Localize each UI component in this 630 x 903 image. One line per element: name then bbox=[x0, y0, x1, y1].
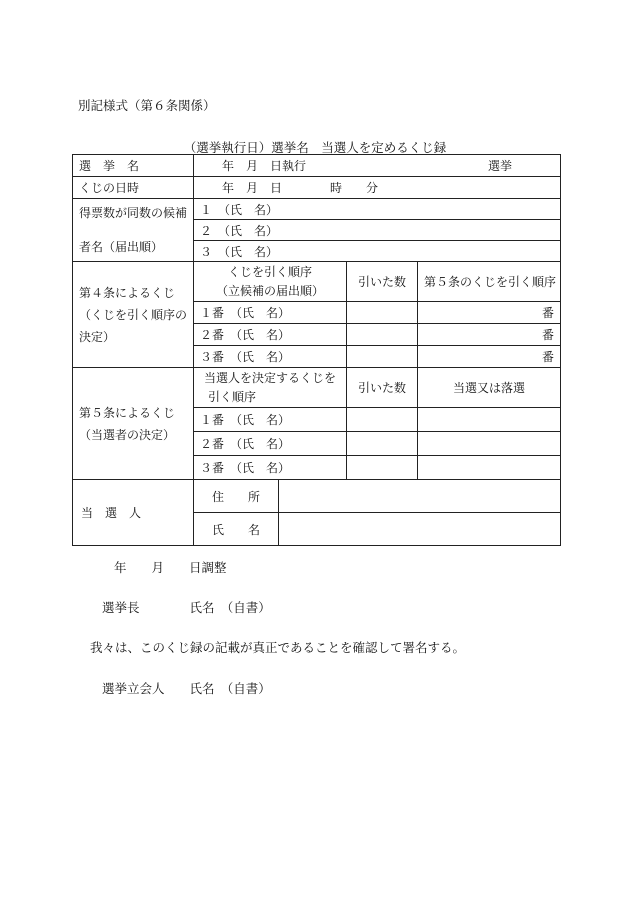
article4-art5-order-header: 第５条のくじを引く順序 bbox=[418, 262, 561, 302]
article5-entry-2-name: ２番 （氏 名） bbox=[194, 432, 347, 456]
election-date-text: 年 月 日執行 bbox=[222, 159, 307, 173]
article4-drawn-header: 引いた数 bbox=[347, 262, 418, 302]
article4-entry-2-name: ２番 （氏 名） bbox=[194, 324, 347, 346]
article4-entry-3-suffix: 番 bbox=[418, 346, 561, 368]
article5-entry-1-drawn bbox=[347, 408, 418, 432]
article4-entry-1-suffix: 番 bbox=[418, 302, 561, 324]
article4-entry-3-name: ３番 （氏 名） bbox=[194, 346, 347, 368]
article4-entry-2-drawn bbox=[347, 324, 418, 346]
article4-header-row bbox=[73, 262, 561, 302]
tied-label-line2: 者名（届出順） bbox=[79, 240, 164, 254]
article5-entry-2-drawn bbox=[347, 432, 418, 456]
article5-entry-3-result bbox=[418, 456, 561, 480]
article4-entry-2-suffix: 番 bbox=[418, 324, 561, 346]
lottery-datetime-row bbox=[73, 177, 561, 199]
lottery-datetime-value: 年 月 日 時 分 bbox=[194, 177, 561, 199]
tied-label-line1: 得票数が同数の候補 bbox=[79, 206, 188, 220]
tied-candidate-row bbox=[73, 199, 561, 220]
article4-label-line3: 決定） bbox=[79, 329, 116, 344]
article5-order-header-line2: 引く順序 bbox=[208, 389, 257, 404]
article5-order-header bbox=[194, 368, 347, 408]
article5-label bbox=[73, 368, 194, 480]
article4-order-header-line1: くじを引く順序 bbox=[227, 264, 312, 279]
article4-entry-1-drawn bbox=[347, 302, 418, 324]
article5-drawn-header: 引いた数 bbox=[347, 368, 418, 408]
election-name-value bbox=[194, 155, 561, 177]
article5-entry-1-result bbox=[418, 408, 561, 432]
winner-label: 当 選 人 bbox=[73, 480, 194, 546]
witness-signature-line: 選挙立会人 氏名 （自書） bbox=[102, 681, 271, 696]
winner-address-row bbox=[73, 480, 561, 513]
article5-label-line2: （当選者の決定） bbox=[79, 427, 176, 442]
lottery-datetime-label: くじの日時 bbox=[73, 177, 194, 199]
article5-entry-2-result bbox=[418, 432, 561, 456]
article5-entry-3-drawn bbox=[347, 456, 418, 480]
article5-order-header-line1: 当選人を決定するくじを bbox=[203, 370, 336, 385]
election-name-row bbox=[73, 155, 561, 177]
form-title: 別記様式（第６条関係） bbox=[78, 98, 216, 113]
prepared-date: 年 月 日調整 bbox=[114, 560, 227, 575]
tied-candidate-1: １ （氏 名） bbox=[194, 199, 561, 220]
election-suffix: 選挙 bbox=[488, 159, 513, 173]
article4-order-header-line2: （立候補の届出順） bbox=[215, 283, 324, 298]
winner-name-value bbox=[279, 513, 561, 546]
article5-header-row bbox=[73, 368, 561, 408]
winner-address-value bbox=[279, 480, 561, 513]
winner-name-label: 氏 名 bbox=[194, 513, 279, 546]
record-title: （選挙執行日）選挙名 当選人を定めるくじ録 bbox=[183, 140, 447, 155]
article5-label-line1: 第５条によるくじ bbox=[79, 405, 176, 420]
tied-candidates-label bbox=[73, 199, 194, 262]
article5-result-header: 当選又は落選 bbox=[418, 368, 561, 408]
article4-label-line2: （くじを引く順序の bbox=[79, 307, 188, 322]
article4-order-header bbox=[194, 262, 347, 302]
winner-address-label: 住 所 bbox=[194, 480, 279, 513]
lottery-record-table bbox=[72, 154, 561, 546]
chairman-signature-line: 選挙長 氏名 （自書） bbox=[102, 600, 271, 615]
election-name-label: 選 挙 名 bbox=[73, 155, 194, 177]
article5-entry-1-name: １番 （氏 名） bbox=[194, 408, 347, 432]
confirmation-statement: 我々は、このくじ録の記載が真正であることを確認して署名する。 bbox=[90, 640, 466, 655]
article4-entry-3-drawn bbox=[347, 346, 418, 368]
article4-label bbox=[73, 262, 194, 368]
tied-candidate-2: ２ （氏 名） bbox=[194, 220, 561, 241]
article4-entry-1-name: １番 （氏 名） bbox=[194, 302, 347, 324]
tied-candidate-3: ３ （氏 名） bbox=[194, 241, 561, 262]
article5-entry-3-name: ３番 （氏 名） bbox=[194, 456, 347, 480]
article4-label-line1: 第４条によるくじ bbox=[79, 285, 176, 300]
